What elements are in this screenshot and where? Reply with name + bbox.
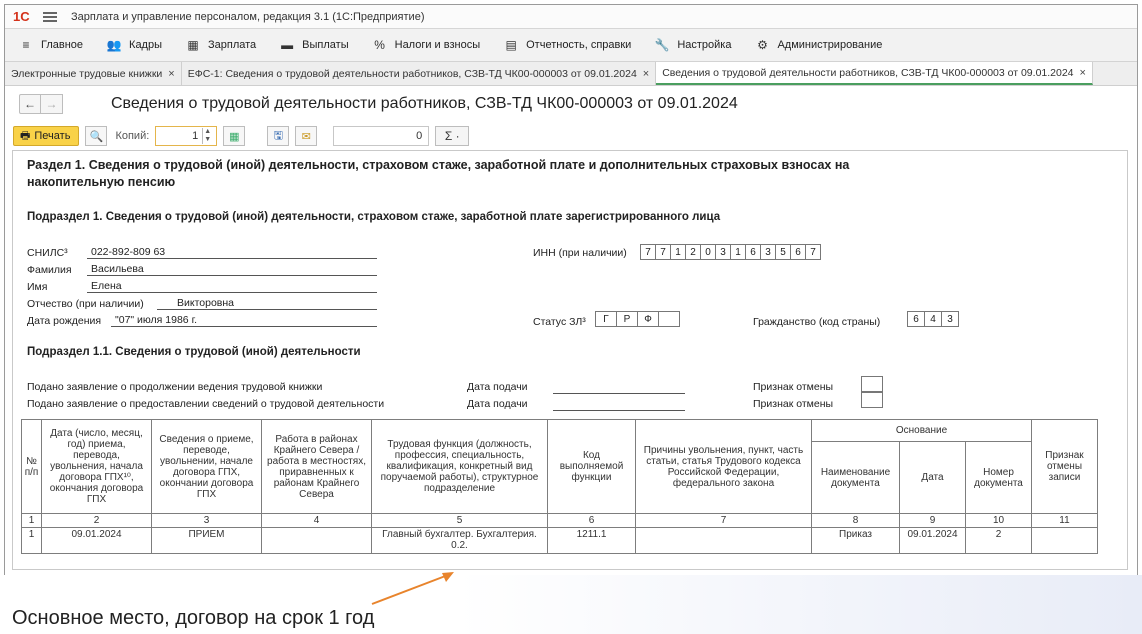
header-cancel: Признак отмены записи xyxy=(1032,420,1098,514)
preview-button[interactable] xyxy=(85,126,107,146)
save-button[interactable] xyxy=(267,126,289,146)
col-number: 4 xyxy=(262,514,372,528)
cancel1-box xyxy=(861,376,883,392)
col-number: 3 xyxy=(152,514,262,528)
hamburger-menu-icon[interactable] xyxy=(43,12,57,22)
inn-digit: 5 xyxy=(775,244,791,260)
birthdate-value: "07" июля 1986 г. xyxy=(111,314,377,327)
col-number: 6 xyxy=(548,514,636,528)
report-content xyxy=(21,157,1119,569)
header-function: Трудовая функция (должность, профессия, специальность, квалификация, конкретный вид поручаемой работы), структурное подразделение xyxy=(372,420,548,514)
employment-records-table xyxy=(21,419,1098,554)
submit-date1-value xyxy=(553,380,685,394)
header-doc-number: Номер документа xyxy=(966,442,1032,514)
header-doc-date: Дата xyxy=(900,442,966,514)
menu-item-label: Отчетность, справки xyxy=(526,39,632,51)
page-title: Сведения о трудовой деятельности работников, СЗВ-ТД ЧК00-000003 от 09.01.2024 xyxy=(111,95,738,112)
section-title: Раздел 1. Сведения о трудовой (иной) деятельности, страховом стаже, заработной плате и дополнительных страховых взносах на накопительную пенсию xyxy=(27,158,850,189)
header-reasons: Причины увольнения, пункт, часть статьи, статья Трудового кодекса Российской Федерации, федерального закона xyxy=(636,420,812,514)
print-label: Печать xyxy=(34,130,71,142)
tab-label: Электронные трудовые книжки xyxy=(11,67,163,80)
document-header xyxy=(5,86,1137,122)
table-row xyxy=(22,528,1098,554)
submit-date1-label: Дата подачи xyxy=(467,381,528,393)
row-doc-date: 09.01.2024 xyxy=(900,528,966,554)
submit-date2-label: Дата подачи xyxy=(467,398,528,410)
firstname-label: Имя xyxy=(27,281,48,293)
tab-label: Сведения о трудовой деятельности работников, СЗВ-ТД ЧК00-000003 от 09.01.2024 xyxy=(662,66,1074,79)
row-num: 1 xyxy=(22,528,42,554)
col-number: 5 xyxy=(372,514,548,528)
close-icon[interactable]: × xyxy=(642,67,650,80)
floppy-icon: 🖫 xyxy=(273,129,283,142)
cancel2-label: Признак отмены xyxy=(753,398,834,410)
print-button[interactable] xyxy=(13,126,79,146)
row-function: Главный бухгалтер. Бухгалтерия. 0.2. xyxy=(372,528,548,554)
percent-icon: % xyxy=(374,38,385,52)
header-code: Код выполняемой функции xyxy=(548,420,636,514)
cancel1-label: Признак отмены xyxy=(753,381,834,393)
tab-efs1[interactable] xyxy=(182,62,656,85)
header-num: № п/п xyxy=(22,420,42,514)
row-doc-name: Приказ xyxy=(812,528,900,554)
calculator-icon: ▦ xyxy=(187,38,199,52)
menu-item-label: Настройка xyxy=(677,39,732,51)
snils-value: 022-892-809 63 xyxy=(87,246,377,259)
row-north xyxy=(262,528,372,554)
row-reasons xyxy=(636,528,812,554)
header-basis: Основание xyxy=(812,420,1032,442)
lastname-label: Фамилия xyxy=(27,264,72,276)
row-date: 09.01.2024 xyxy=(42,528,152,554)
sum-value: 0 xyxy=(416,130,423,142)
inn-digit: 7 xyxy=(655,244,671,260)
inn-digit: 3 xyxy=(760,244,776,260)
inn-digit: 1 xyxy=(670,244,686,260)
cancel2-box xyxy=(861,392,883,408)
menu-item-label: Выплаты xyxy=(302,39,349,51)
tab-bar xyxy=(5,62,1137,86)
table-column-numbers-row xyxy=(22,514,1098,528)
copies-label: Копий: xyxy=(115,130,150,142)
copies-input[interactable] xyxy=(155,126,217,146)
copies-value: 1 xyxy=(192,130,199,142)
menu-item-salary[interactable] xyxy=(184,38,256,52)
tab-label: ЕФС-1: Сведения о трудовой деятельности работников, СЗВ-ТД ЧК00-000003 от 09.01.2024 xyxy=(187,67,637,80)
menu-item-hr[interactable] xyxy=(105,38,162,52)
table-header-row xyxy=(22,420,1098,442)
citizenship-digit: 6 xyxy=(907,311,925,327)
inn-digit: 6 xyxy=(790,244,806,260)
inn-digit: 6 xyxy=(745,244,761,260)
wallet-icon: ▬ xyxy=(281,38,294,52)
status-cell: Ф xyxy=(637,311,659,327)
back-button[interactable]: ← xyxy=(19,94,41,114)
citizenship-digit: 3 xyxy=(941,311,959,327)
row-doc-number: 2 xyxy=(966,528,1032,554)
patronymic-value: Викторовна xyxy=(157,297,377,310)
report-sheet xyxy=(12,150,1128,570)
table-edit-icon: ▦ xyxy=(229,130,240,143)
envelope-icon: ✉ xyxy=(301,130,311,143)
firstname-value: Елена xyxy=(87,280,377,293)
status-cell: Г xyxy=(595,311,617,327)
application1-label: Подано заявление о продолжении ведения трудовой книжки xyxy=(27,381,323,393)
application2-label: Подано заявление о предоставлении сведений о трудовой деятельности xyxy=(27,398,385,410)
edit-table-button[interactable] xyxy=(223,126,245,146)
app-title: Зарплата и управление персоналом, редакция 3.1 (1С:Предприятие) xyxy=(71,10,425,23)
forward-button[interactable]: → xyxy=(41,94,63,114)
status-label: Статус ЗЛ³ xyxy=(533,316,586,328)
lastname-value: Васильева xyxy=(87,263,377,276)
inn-digit: 7 xyxy=(805,244,821,260)
citizenship-digit: 4 xyxy=(924,311,942,327)
main-menu xyxy=(5,29,1137,62)
menu-list-icon: ≡ xyxy=(22,38,30,52)
header-doc-name: Наименование документа xyxy=(812,442,900,514)
status-cell xyxy=(658,311,680,327)
tab-electronic-workbooks[interactable] xyxy=(5,62,182,85)
title-bar xyxy=(5,5,1137,29)
inn-digit: 2 xyxy=(685,244,701,260)
col-number: 1 xyxy=(22,514,42,528)
patronymic-label: Отчество (при наличии) xyxy=(27,298,144,310)
col-number: 8 xyxy=(812,514,900,528)
subsection11-title: Подраздел 1.1. Сведения о трудовой (иной) деятельности xyxy=(27,346,361,358)
snils-label: СНИЛС³ xyxy=(27,247,68,259)
inn-digit: 3 xyxy=(715,244,731,260)
menu-item-reports[interactable] xyxy=(502,38,631,52)
report-icon: ▤ xyxy=(505,38,517,52)
report-toolbar xyxy=(5,122,1137,150)
people-icon: 👥 xyxy=(106,38,122,52)
col-number: 7 xyxy=(636,514,812,528)
close-icon[interactable]: × xyxy=(168,67,175,80)
header-north: Работа в районах Крайнего Севера / работа в местностях, приравненных к районам Крайнего Севера xyxy=(262,420,372,514)
submit-date2-value xyxy=(553,397,685,411)
menu-item-taxes[interactable] xyxy=(371,38,481,52)
menu-item-label: Зарплата xyxy=(208,39,257,51)
menu-item-label: Главное xyxy=(41,39,84,51)
header-date: Дата (число, месяц, год) приема, перевода, увольнения, начала договора ГПХ¹⁰, окончания договора ГПХ xyxy=(42,420,152,514)
header-event: Сведения о приеме, переводе, увольнении, начале договора ГПХ, окончании договора ГПХ xyxy=(152,420,262,514)
col-number: 11 xyxy=(1032,514,1098,528)
status-cell: Р xyxy=(616,311,638,327)
subsection-title: Подраздел 1. Сведения о трудовой (иной) деятельности, страховом стаже, заработной плате зарегистрированного лица xyxy=(27,211,721,223)
inn-digit: 0 xyxy=(700,244,716,260)
row-cancel xyxy=(1032,528,1098,554)
wrench-icon: 🔧 xyxy=(654,38,670,52)
sum-dropdown-button[interactable] xyxy=(435,126,469,146)
col-number: 10 xyxy=(966,514,1032,528)
sigma-icon: Σ · xyxy=(444,129,460,143)
menu-item-label: Налоги и взносы xyxy=(394,39,481,51)
birthdate-label: Дата рождения xyxy=(27,315,102,327)
inn-digit: 1 xyxy=(730,244,746,260)
menu-item-settings[interactable] xyxy=(653,38,731,52)
col-number: 2 xyxy=(42,514,152,528)
sum-value-field[interactable] xyxy=(333,126,429,146)
tab-szv-td-report[interactable] xyxy=(656,62,1093,85)
inn-label: ИНН (при наличии) xyxy=(533,247,627,259)
col-number: 9 xyxy=(900,514,966,528)
gear-icon: ⚙ xyxy=(757,38,768,52)
menu-item-main[interactable] xyxy=(17,38,83,52)
annotation-caption: Основное место, договор на срок 1 год xyxy=(12,607,375,629)
printer-icon: 🖶 xyxy=(20,129,31,142)
menu-item-admin[interactable] xyxy=(753,38,882,52)
magnifier-icon: 🔍 xyxy=(89,130,104,143)
close-icon[interactable]: × xyxy=(1079,66,1086,79)
spinner-icon[interactable]: ▲ ▼ xyxy=(202,128,212,144)
citizenship-cells xyxy=(907,311,958,327)
menu-item-label: Кадры xyxy=(129,39,162,51)
menu-item-payments[interactable] xyxy=(278,38,348,52)
app-logo: 1С xyxy=(13,9,30,24)
citizenship-label: Гражданство (код страны) xyxy=(753,316,881,328)
inn-cells xyxy=(640,244,820,260)
row-code: 1211.1 xyxy=(548,528,636,554)
row-event: ПРИЕМ xyxy=(152,528,262,554)
status-cells xyxy=(595,311,679,327)
inn-digit: 7 xyxy=(640,244,656,260)
send-email-button[interactable] xyxy=(295,126,317,146)
menu-item-label: Администрирование xyxy=(777,39,883,51)
